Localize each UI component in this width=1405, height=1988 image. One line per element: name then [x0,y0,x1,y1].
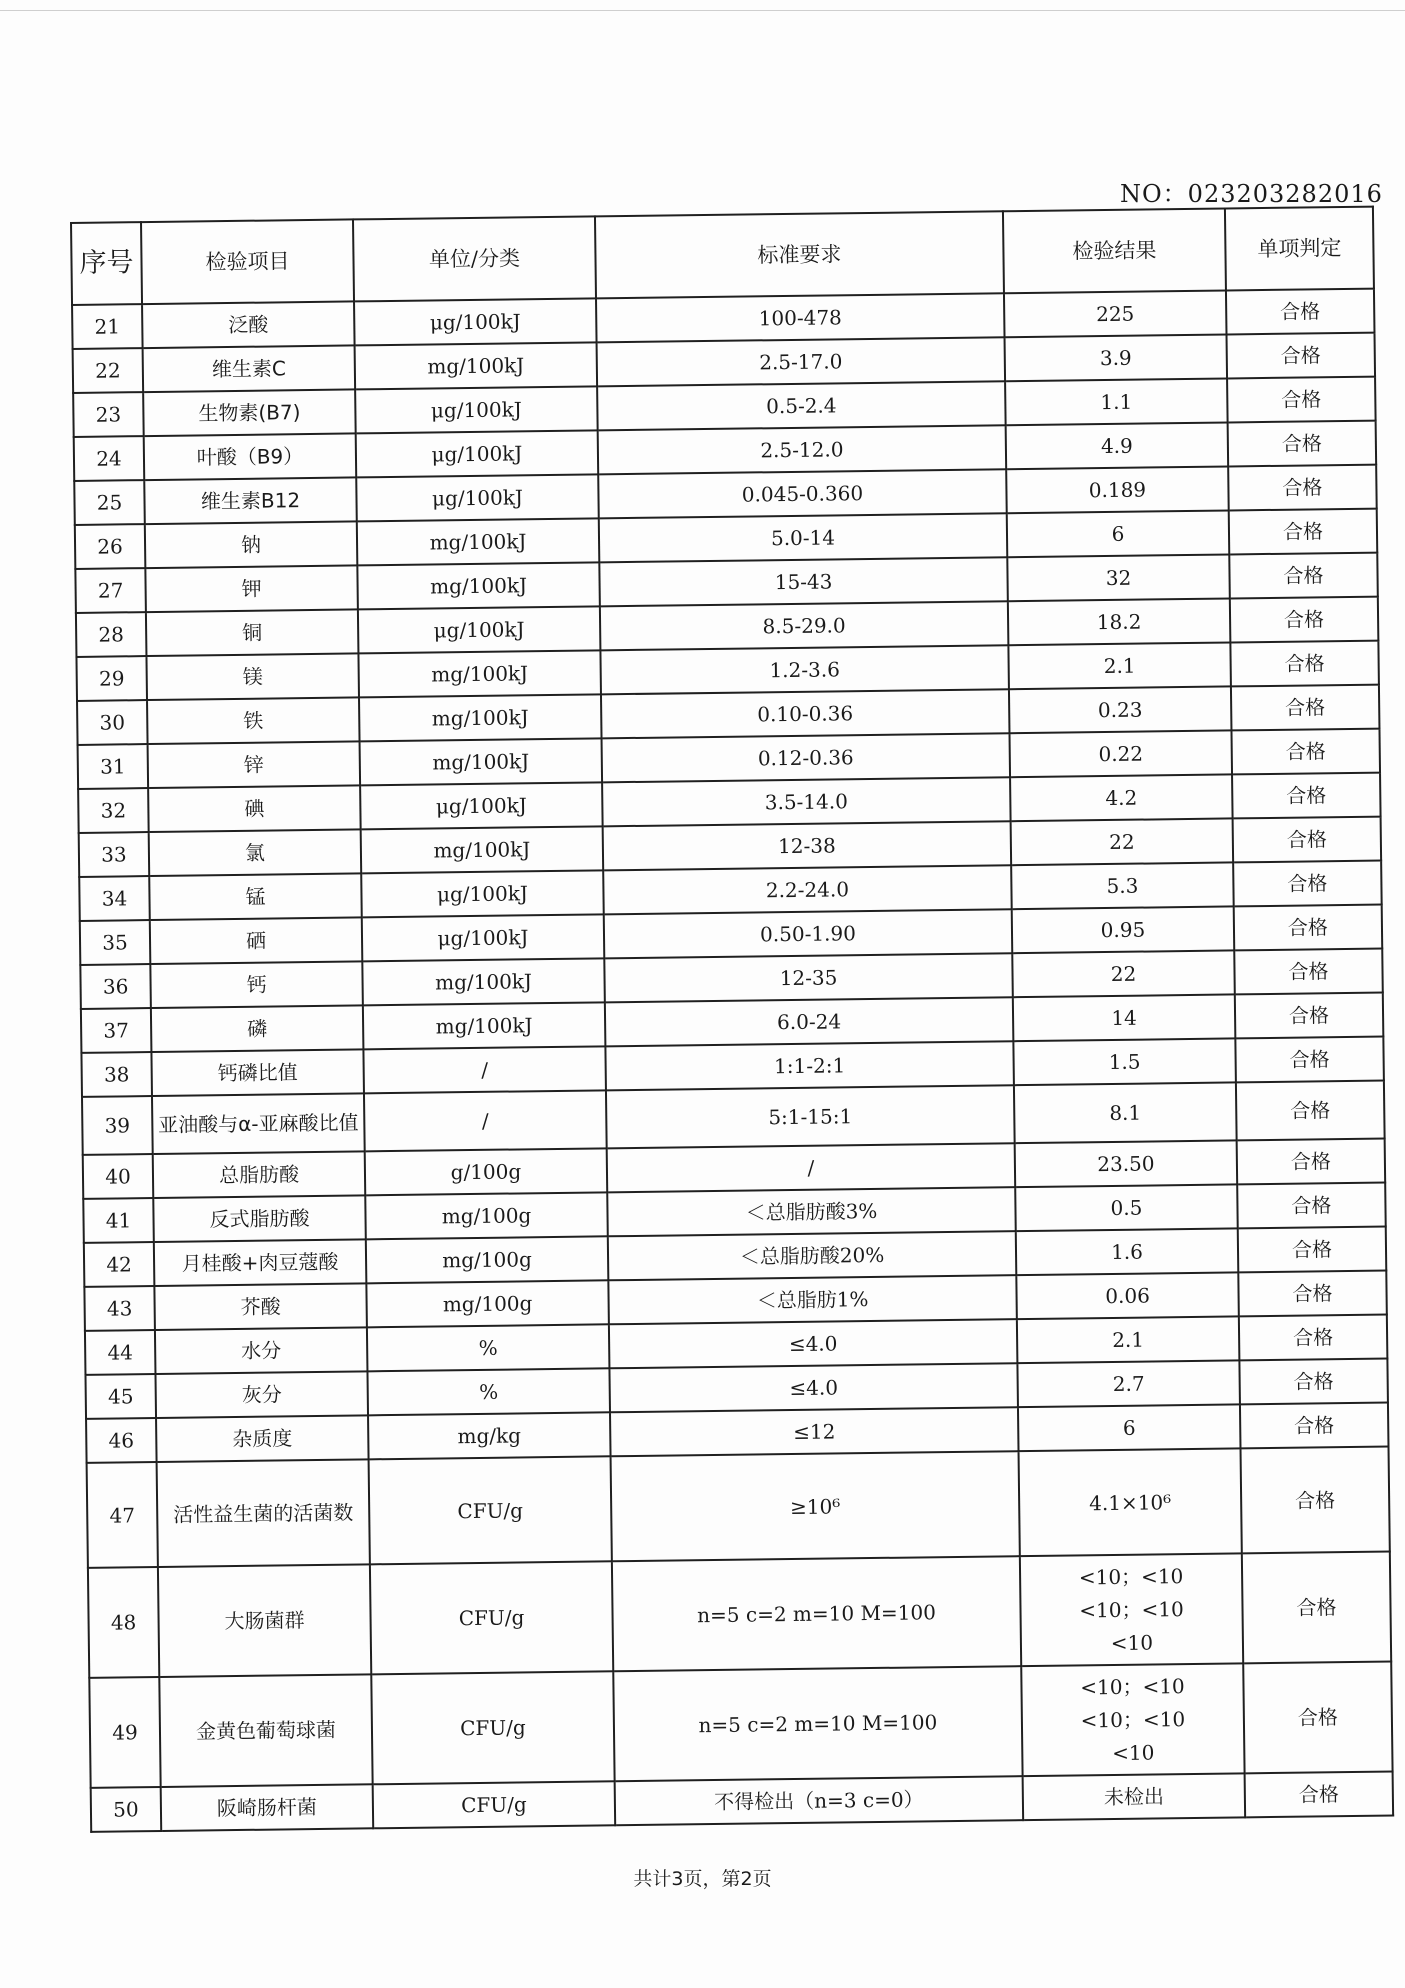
cell-verdict: 合格 [1228,421,1377,467]
table-row [88,1552,1391,1678]
cell-result: 225 [1004,290,1227,337]
cell-seq: 25 [74,480,145,525]
cell-standard: 0.10-0.36 [601,689,1010,738]
cell-verdict: 合格 [1226,289,1375,335]
cell-seq: 28 [76,612,147,657]
cell-result: 32 [1007,554,1230,601]
header-standard: 标准要求 [595,211,1004,298]
cell-seq: 31 [78,744,149,789]
cell-item: 维生素C [143,345,356,392]
cell-standard: 0.50-1.90 [604,909,1013,958]
table-row [89,1662,1392,1788]
cell-item: 钠 [145,521,358,568]
table-body [72,289,1393,1832]
cell-verdict: 合格 [1232,773,1381,819]
cell-result: 1.1 [1005,378,1228,425]
cell-result: 22 [1011,818,1234,865]
cell-standard: 不得检出（n=3 c=0） [615,1776,1024,1825]
cell-verdict: 合格 [1230,641,1379,687]
cell-item: 铁 [147,697,360,744]
cell-item: 亚油酸与α-亚麻酸比值 [152,1093,365,1154]
cell-unit: / [363,1046,606,1093]
cell-standard: 2.5-12.0 [598,425,1007,474]
cell-unit: mg/100kJ [355,342,598,389]
cell-item: 磷 [151,1005,364,1052]
cell-standard: 2.2-24.0 [603,865,1012,914]
cell-unit: mg/100kJ [363,1002,606,1049]
cell-seq: 38 [81,1052,152,1097]
cell-standard: ＜总脂肪1% [608,1275,1017,1324]
cell-item: 生物素(B7) [143,389,356,436]
cell-seq: 33 [79,832,150,877]
cell-verdict: 合格 [1243,1662,1392,1774]
cell-item: 总脂肪酸 [153,1151,366,1198]
cell-unit: μg/100kJ [354,298,597,345]
cell-standard: 100-478 [596,293,1005,342]
cell-item: 碘 [148,785,361,832]
cell-seq: 32 [78,788,149,833]
page-footer: 共计3页，第2页 [633,1868,772,1890]
cell-result: 23.50 [1015,1140,1238,1187]
cell-unit: μg/100kJ [361,870,604,917]
cell-verdict: 合格 [1238,1271,1387,1317]
cell-standard: ＜总脂肪酸3% [607,1187,1016,1236]
table-row [87,1447,1390,1568]
cell-unit: mg/100g [366,1280,609,1327]
cell-result: 2.1 [1017,1316,1240,1363]
cell-standard: ≥10⁶ [611,1451,1020,1561]
cell-item: 灰分 [155,1371,368,1418]
cell-result: 6 [1007,510,1230,557]
cell-unit: μg/100kJ [360,782,603,829]
cell-seq: 47 [87,1462,158,1568]
cell-unit: mg/100kJ [359,694,602,741]
cell-standard: 12-35 [604,953,1013,1002]
cell-result: 0.95 [1012,906,1235,953]
cell-seq: 50 [91,1787,162,1832]
cell-item: 反式脂肪酸 [153,1195,366,1242]
cell-result: 0.23 [1009,686,1232,733]
cell-verdict: 合格 [1241,1447,1390,1554]
cell-result: 22 [1012,950,1235,997]
cell-result: 4.1×10⁶ [1019,1448,1242,1556]
cell-result: 4.9 [1006,422,1229,469]
cell-result: 5.3 [1011,862,1234,909]
cell-unit: μg/100kJ [362,914,605,961]
result-line: <10；<10 [1079,1596,1184,1622]
cell-result [1021,1663,1244,1776]
cell-item: 水分 [155,1327,368,1374]
cell-item: 硒 [150,917,363,964]
cell-verdict: 合格 [1233,861,1382,907]
cell-result: 8.1 [1014,1082,1237,1143]
cell-item: 杂质度 [156,1415,369,1462]
cell-item: 泛酸 [142,301,355,348]
results-table [70,206,1394,1833]
cell-verdict: 合格 [1235,1037,1384,1083]
cell-item: 锌 [148,741,361,788]
cell-standard: 5.0-14 [599,513,1008,562]
cell-item: 镁 [146,653,359,700]
cell-verdict: 合格 [1231,729,1380,775]
cell-verdict: 合格 [1229,509,1378,555]
cell-verdict: 合格 [1230,597,1379,643]
cell-seq: 37 [81,1008,152,1053]
cell-unit: mg/kg [368,1412,611,1459]
cell-standard: 5:1-15:1 [606,1085,1015,1148]
cell-standard: 0.5-2.4 [597,381,1006,430]
cell-unit: μg/100kJ [355,386,598,433]
cell-item: 锰 [149,873,362,920]
cell-verdict: 合格 [1238,1227,1387,1273]
cell-unit: % [367,1368,610,1415]
cell-seq: 39 [82,1096,153,1155]
cell-unit: mg/100kJ [357,562,600,609]
cell-verdict: 合格 [1228,465,1377,511]
cell-seq: 40 [83,1154,154,1199]
cell-result: 1.6 [1016,1228,1239,1275]
cell-standard: ≤12 [610,1407,1019,1456]
cell-standard: ≤4.0 [609,1363,1018,1412]
cell-seq: 35 [80,920,151,965]
cell-unit: mg/100kJ [357,518,600,565]
result-line: <10 [1112,1739,1155,1765]
cell-verdict: 合格 [1240,1403,1389,1449]
cell-seq: 49 [89,1677,160,1788]
cell-seq: 29 [76,656,147,701]
header-unit: 单位/分类 [353,216,596,301]
cell-unit: g/100g [365,1148,608,1195]
cell-result [1020,1553,1243,1666]
cell-standard: n=5 c=2 m=10 M=100 [612,1556,1021,1671]
cell-unit: CFU/g [371,1671,614,1784]
cell-unit: μg/100kJ [358,606,601,653]
cell-item: 叶酸（B9） [144,433,357,480]
cell-unit: % [367,1324,610,1371]
cell-unit: mg/100kJ [360,738,603,785]
cell-result: 2.7 [1017,1360,1240,1407]
cell-unit: mg/100kJ [361,826,604,873]
cell-verdict: 合格 [1234,905,1383,951]
header-item: 检验项目 [141,219,354,304]
cell-seq: 46 [86,1418,157,1463]
cell-unit: CFU/g [370,1561,613,1674]
cell-seq: 30 [77,700,148,745]
cell-seq: 21 [72,304,143,349]
cell-item: 金黄色葡萄球菌 [159,1674,372,1787]
cell-result: 0.189 [1006,466,1229,513]
cell-verdict: 合格 [1234,949,1383,995]
cell-verdict: 合格 [1239,1315,1388,1361]
result-line: <10 [1110,1630,1154,1655]
cell-seq: 22 [73,348,144,393]
cell-seq: 43 [84,1286,155,1331]
header-verdict: 单项判定 [1225,207,1374,291]
cell-verdict: 合格 [1227,377,1376,423]
cell-seq: 45 [85,1374,156,1419]
cell-verdict: 合格 [1231,685,1380,731]
cell-standard: 12-38 [603,821,1012,870]
cell-unit: μg/100kJ [356,474,599,521]
cell-seq: 44 [85,1330,156,1375]
cell-result: 18.2 [1008,598,1231,645]
results-sheet [70,206,1392,1833]
cell-item: 钙 [150,961,363,1008]
cell-standard: 15-43 [599,557,1008,606]
cell-item: 氯 [149,829,362,876]
cell-item: 钾 [145,565,358,612]
cell-result: 0.22 [1009,730,1232,777]
cell-verdict: 合格 [1235,993,1384,1039]
cell-standard: 2.5-17.0 [597,337,1006,386]
cell-unit: mg/100g [365,1192,608,1239]
cell-seq: 48 [88,1567,159,1678]
cell-seq: 24 [74,436,145,481]
result-line: <10；<10 [1078,1563,1184,1589]
cell-verdict: 合格 [1242,1552,1391,1664]
cell-standard: n=5 c=2 m=10 M=100 [613,1666,1022,1781]
cell-standard: 0.045-0.360 [598,469,1007,518]
cell-standard: / [607,1143,1016,1192]
cell-verdict: 合格 [1237,1139,1386,1185]
cell-standard: ≤4.0 [609,1319,1018,1368]
cell-standard: 3.5-14.0 [602,777,1011,826]
cell-unit: CFU/g [369,1456,612,1564]
cell-unit: mg/100g [366,1236,609,1283]
cell-item: 芥酸 [154,1283,367,1330]
cell-item: 月桂酸+肉豆蔻酸 [154,1239,367,1286]
cell-seq: 23 [73,392,144,437]
cell-item: 阪崎肠杆菌 [161,1784,374,1831]
cell-seq: 26 [75,524,146,569]
header-seq: 序号 [71,222,142,305]
cell-unit: / [364,1090,607,1151]
result-line: <10；<10 [1080,1706,1186,1732]
cell-standard: 6.0-24 [605,997,1014,1046]
cell-result: 0.5 [1015,1184,1238,1231]
cell-result: 2.1 [1008,642,1231,689]
cell-seq: 41 [83,1198,154,1243]
report-number: NO：023203282016 [1120,180,1383,208]
cell-result: 未检出 [1023,1773,1246,1820]
cell-standard: 0.12-0.36 [602,733,1011,782]
cell-seq: 42 [84,1242,155,1287]
cell-verdict: 合格 [1245,1772,1394,1818]
cell-unit: CFU/g [373,1781,616,1828]
cell-result: 14 [1013,994,1236,1041]
header-result: 检验结果 [1003,208,1226,293]
cell-verdict: 合格 [1237,1183,1386,1229]
cell-result: 0.06 [1016,1272,1239,1319]
cell-verdict: 合格 [1233,817,1382,863]
cell-item: 铜 [146,609,359,656]
result-line: <10；<10 [1080,1673,1185,1699]
cell-result: 4.2 [1010,774,1233,821]
cell-verdict: 合格 [1229,553,1378,599]
cell-standard: 1:1-2:1 [605,1041,1014,1090]
cell-verdict: 合格 [1236,1081,1385,1141]
scan-edge-line [0,10,1405,11]
cell-item: 维生素B12 [144,477,357,524]
cell-seq: 27 [75,568,146,613]
cell-verdict: 合格 [1227,333,1376,379]
cell-seq: 36 [80,964,151,1009]
cell-unit: mg/100kJ [358,650,601,697]
cell-standard: 8.5-29.0 [600,601,1009,650]
cell-seq: 34 [79,876,150,921]
cell-result: 3.9 [1005,334,1228,381]
cell-standard: ＜总脂肪酸20% [608,1231,1017,1280]
cell-item: 活性益生菌的活菌数 [157,1459,370,1567]
cell-result: 6 [1018,1404,1241,1451]
cell-result: 1.5 [1013,1038,1236,1085]
cell-item: 大肠菌群 [158,1564,371,1677]
cell-unit: mg/100kJ [362,958,605,1005]
cell-verdict: 合格 [1239,1359,1388,1405]
cell-item: 钙磷比值 [151,1049,364,1096]
cell-unit: μg/100kJ [356,430,599,477]
cell-standard: 1.2-3.6 [600,645,1009,694]
